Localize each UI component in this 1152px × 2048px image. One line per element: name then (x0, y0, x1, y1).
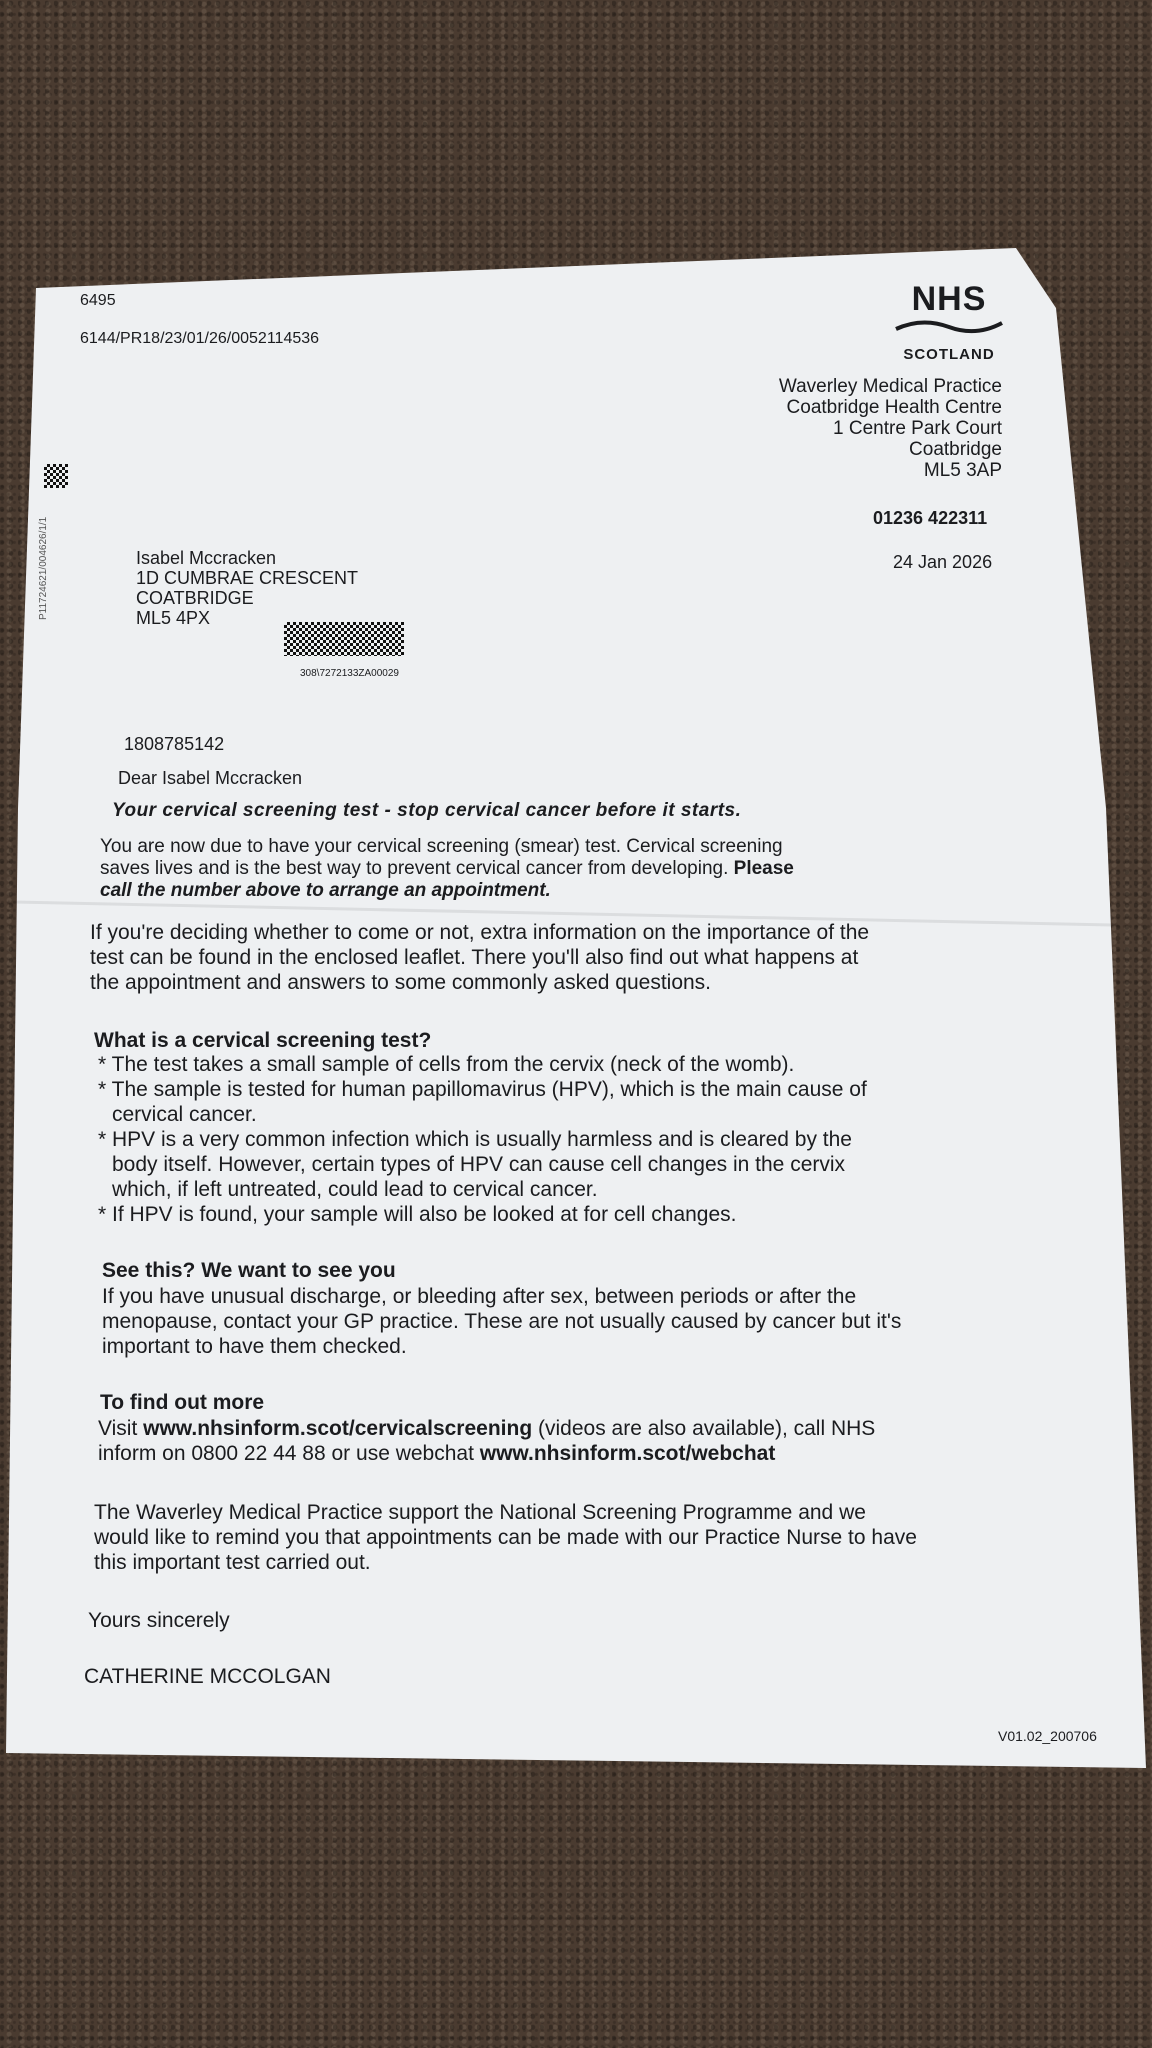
side-code: P11724621/004626/1/1 (38, 516, 49, 620)
info-line: If you're deciding whether to come or not, extra information on the importance of the (90, 921, 870, 944)
find-paragraph (98, 1416, 875, 1466)
subject-line: Your cervical screening test - stop cervical cancer before it starts. (112, 800, 742, 821)
recipient-line: ML5 4PX (136, 608, 211, 628)
intro-call-to-action: call the number above to arrange an appointment. (100, 880, 551, 901)
nhs-logo-word: NHS (911, 280, 987, 318)
nhs-logo-sub: SCOTLAND (903, 346, 995, 363)
see-line: important to have them checked. (102, 1335, 407, 1358)
see-heading: See this? We want to see you (102, 1259, 396, 1282)
address-line: Waverley Medical Practice (778, 376, 1002, 397)
find-after: (videos are also available), call NHS (538, 1417, 876, 1440)
bullet-item: * HPV is a very common infection which is usually harmless and is cleared by the (98, 1128, 852, 1151)
wave-icon (894, 319, 1004, 335)
closing-paragraph (94, 1500, 917, 1575)
salutation: Dear Isabel Mccracken (118, 768, 303, 788)
bullet-item: * If HPV is found, your sample will also be looked at for cell changes. (98, 1203, 737, 1226)
address-line: 1 Centre Park Court (833, 418, 1002, 439)
link-webchat[interactable]: www.nhsinform.scot/webchat (479, 1442, 776, 1465)
postal-barcode (284, 622, 404, 656)
see-paragraph (102, 1284, 901, 1359)
barcode-ref: 308\7272133ZA00029 (300, 668, 399, 679)
bullet-item: * The test takes a small sample of cells from the cervix (neck of the womb). (98, 1053, 795, 1076)
closing-line: would like to remind you that appointments can be made with our Practice Nurse to have (94, 1526, 917, 1549)
closing-line: The Waverley Medical Practice support the National Screening Programme and we (94, 1501, 866, 1524)
qr-code (44, 464, 68, 488)
see-line: If you have unusual discharge, or bleeding after sex, between periods or after the (102, 1285, 857, 1308)
find-heading: To find out more (100, 1391, 265, 1414)
bullet-list (98, 1052, 867, 1227)
intro-line: You are now due to have your cervical screening (smear) test. Cervical screening (100, 836, 783, 857)
bullet-item-cont: body itself. However, certain types of HPV can cause cell changes in the cervix (112, 1153, 846, 1176)
bullet-item-cont: which, if left untreated, could lead to cervical cancer. (112, 1178, 598, 1201)
address-line: Coatbridge Health Centre (786, 397, 1002, 418)
nhs-scotland-logo (894, 280, 1004, 363)
info-paragraph (90, 920, 869, 995)
bullet-item-cont: cervical cancer. (112, 1103, 257, 1126)
version-code: V01.02_200706 (998, 1728, 1097, 1744)
info-line: the appointment and answers to some commonly asked questions. (90, 971, 712, 994)
recipient-address (136, 548, 358, 628)
find-visit: Visit (98, 1417, 138, 1440)
link-cervical-screening[interactable]: www.nhsinform.scot/cervicalscreening (143, 1417, 533, 1440)
what-heading: What is a cervical screening test? (94, 1029, 432, 1052)
ref-code: 6144/PR18/23/01/26/0052114536 (80, 330, 320, 347)
address-line: ML5 3AP (923, 460, 1002, 481)
practice-address (779, 376, 1002, 481)
recipient-line: COATBRIDGE (136, 588, 254, 608)
info-line: test can be found in the enclosed leaflet. There you'll also find out what happens at (90, 946, 859, 969)
signatory: CATHERINE MCCOLGAN (84, 1665, 331, 1688)
sign-off: Yours sincerely (88, 1609, 230, 1632)
practice-phone: 01236 422311 (873, 508, 988, 528)
recipient-line: 1D CUMBRAE CRESCENT (136, 568, 359, 588)
intro-bold: Please (733, 858, 794, 879)
see-line: menopause, contact your GP practice. These are not usually caused by cancer but it's (102, 1310, 902, 1333)
letter-date: 24 Jan 2026 (893, 552, 993, 572)
find-line2: inform on 0800 22 44 88 or use webchat (98, 1442, 474, 1465)
intro-line: saves lives and is the best way to prevent cervical cancer from developing. (100, 858, 729, 879)
patient-number: 1808785142 (124, 734, 225, 754)
bullet-item: * The sample is tested for human papillomavirus (HPV), which is the main cause of (98, 1078, 867, 1101)
closing-line: this important test carried out. (94, 1551, 371, 1574)
address-line: Coatbridge (909, 439, 1002, 460)
recipient-line: Isabel Mccracken (136, 548, 277, 568)
ref-top: 6495 (80, 292, 116, 309)
intro-paragraph (100, 836, 794, 902)
